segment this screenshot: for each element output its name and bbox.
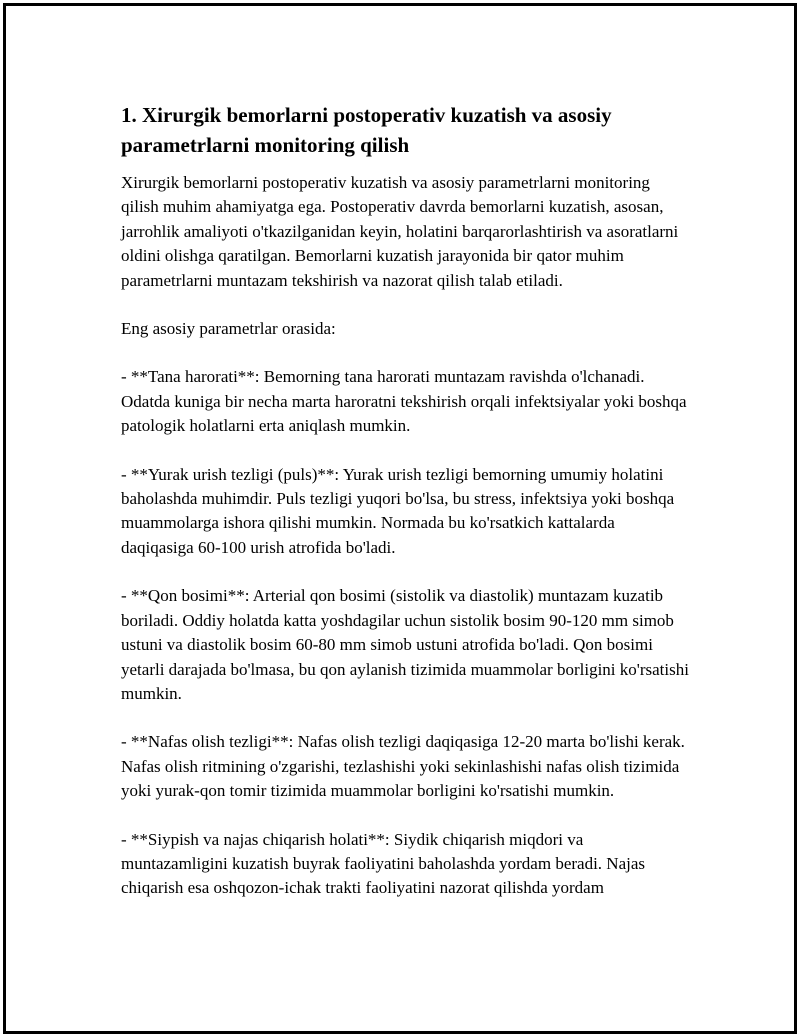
heart-rate-item: - **Yurak urish tezligi (puls)**: Yurak urish tezligi bemorning umumiy holatini baholashda muhimdir. Puls tezligi yuqori bo'lsa, bu stress, infektsiya yoki boshqa muammolarga ishora qilishi mumkin. Normada bu ko'rsatkich kattalarda daqiqasiga 60-100 urish atrofida bo'ladi. (121, 464, 675, 557)
page-frame (3, 3, 797, 1034)
intro-paragraph: Xirurgik bemorlarni postoperativ kuzatish va asosiy parametrlarni monitoring qilish muhim ahamiyatga ega. Postoperativ davrda bemorlarni kuzatish, asosan, jarrohlik amaliyoti o'tkazilganidan keyin, holatini barqarorlashtirish va asoratlarni oldini olishga qaratilgan. Bemorlarni kuzatish jarayonida bir qator muhim parametrlarni muntazam tekshirish va nazorat qilish talab etiladi. (121, 173, 679, 290)
excretion-status-item: - **Siypish va najas chiqarish holati**: Siydik chiqarish miqdori va muntazamligini kuzatish buyrak faoliyatini baholashda yordam beradi. Najas chiqarish esa oshqozon-ichak trakti faoliyatini nazorat qilishda yordam (121, 829, 646, 898)
respiratory-rate-item: - **Nafas olish tezligi**: Nafas olish tezligi daqiqasiga 12-20 marta bo'lishi kerak. Nafas olish ritmining o'zgarishi, tezlashishi yoki sekinlashishi nafas olish tizimida yoki yurak-qon tomir tizimida muammolar borligini ko'rsatishi mumkin. (121, 732, 685, 801)
body-temperature-item: - **Tana harorati**: Bemorning tana harorati muntazam ravishda o'lchanadi. Odatda kuniga bir necha marta haroratni tekshirish orqali infektsiyalar yoki boshqa patologik holatlarni erta aniqlash mumkin. (121, 367, 687, 436)
document-body (121, 100, 691, 901)
parameters-intro: Eng asosiy parametrlar orasida: (121, 319, 336, 339)
section-heading: 1. Xirurgik bemorlarni postoperativ kuzatish va asosiy parametrlarni monitoring qilish (121, 103, 612, 157)
blood-pressure-item: - **Qon bosimi**: Arterial qon bosimi (sistolik va diastolik) muntazam kuzatib boriladi. Oddiy holatda katta yoshdagilar uchun sistolik bosim 90-120 mm simob ustuni va diastolik bosim 60-80 mm simob ustuni atrofida bo'ladi. Qon bosimi yetarli darajada bo'lmasa, bu qon aylanish tizimida muammolar borligini ko'rsatishi mumkin. (121, 586, 689, 703)
